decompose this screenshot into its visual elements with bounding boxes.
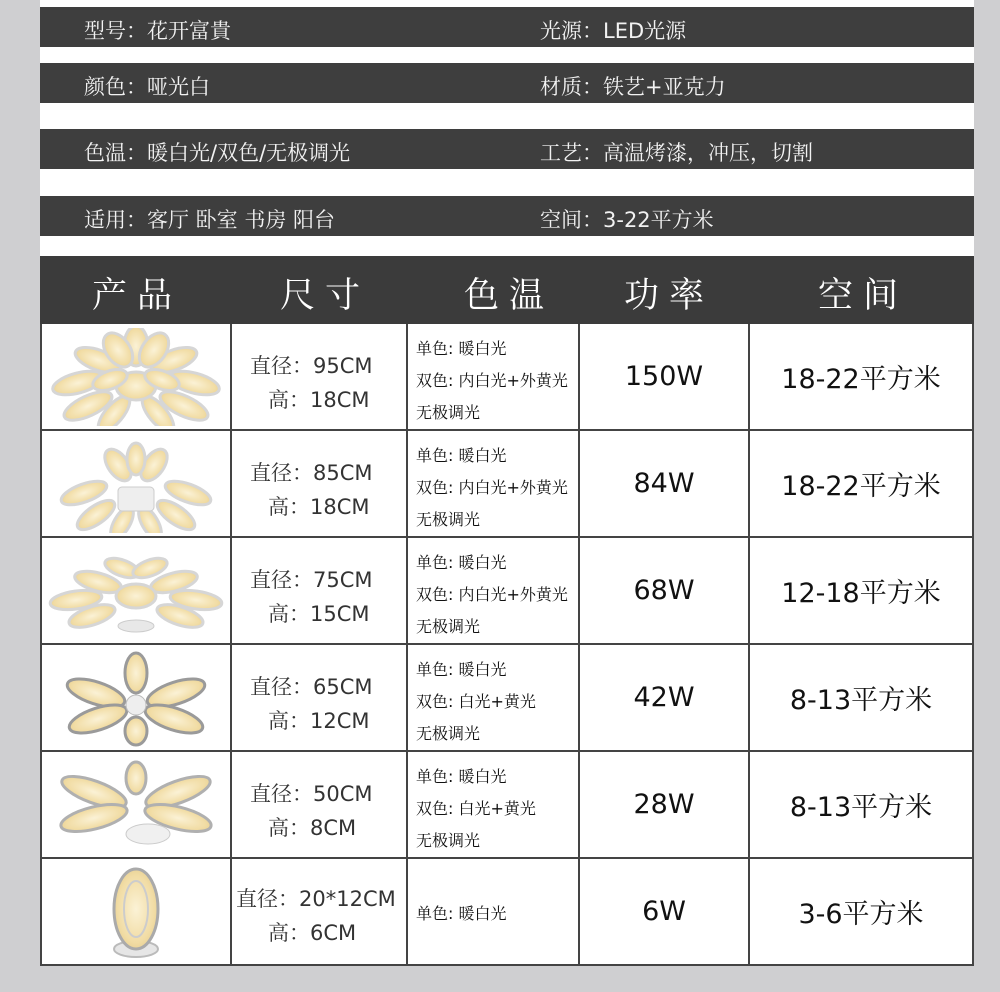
space-value: 18-22平方米: [781, 471, 941, 502]
ct-line: 无极调光: [416, 403, 481, 422]
header-color-temp: 色温: [464, 276, 555, 316]
space-value: 8-13平方米: [789, 685, 933, 716]
ct-line: 无极调光: [416, 831, 481, 850]
ct-line: 单色: 暖白光: [416, 767, 507, 786]
power-cell: [580, 859, 750, 964]
height: 高：15CM: [268, 602, 370, 626]
size-cell: [232, 752, 408, 857]
flower-lamp-image: [48, 328, 224, 426]
spec-light-source: 光源：LED光源: [540, 19, 687, 43]
ct-line: 双色: 内白光+外黄光: [416, 371, 568, 390]
color-temp-cell: [408, 324, 580, 429]
spec-color: 颜色：哑光白: [84, 75, 210, 99]
ct-line: 单色: 暖白光: [416, 339, 507, 358]
space-cell: [750, 431, 972, 536]
power-cell: [580, 645, 750, 750]
spec-model: 型号：花开富貴: [84, 19, 231, 43]
spec-material: 材质：铁艺+亚克力: [540, 75, 726, 99]
power-value: 6W: [642, 896, 686, 927]
spec-row-color: [40, 63, 974, 103]
color-temp-cell: [408, 538, 580, 643]
spec-process: 工艺：高温烤漆，冲压，切割: [540, 141, 813, 165]
power-value: 150W: [624, 361, 704, 392]
color-temp-cell: [408, 752, 580, 857]
space-value: 18-22平方米: [781, 364, 941, 395]
table-row: [40, 645, 974, 752]
product-image-cell: [42, 859, 232, 964]
color-temp-cell: [408, 859, 580, 964]
diameter: 直径：75CM: [250, 568, 373, 592]
spec-color-temp: 色温：暖白光/双色/无极调光: [84, 141, 351, 165]
ct-line: 单色: 暖白光: [416, 553, 507, 572]
spec-usage: 适用：客厅 卧室 书房 阳台: [84, 208, 336, 232]
spec-space: 空间：3-22平方米: [540, 208, 714, 232]
table-row: [40, 431, 974, 538]
space-cell: [750, 752, 972, 857]
space-value: 8-13平方米: [789, 792, 933, 823]
height: 高：18CM: [268, 388, 370, 412]
ct-line: 无极调光: [416, 724, 481, 743]
space-cell: [750, 324, 972, 429]
product-image-cell: [42, 324, 232, 429]
size-cell: [232, 324, 408, 429]
product-image-cell: [42, 538, 232, 643]
flower-lamp-image: [48, 542, 224, 640]
header-product: 产品: [92, 276, 183, 316]
diameter: 直径：95CM: [250, 354, 373, 378]
size-cell: [232, 538, 408, 643]
height: 高：8CM: [268, 816, 357, 840]
ct-line: 双色: 内白光+外黄光: [416, 585, 568, 604]
diameter: 直径：65CM: [250, 675, 373, 699]
product-image-cell: [42, 645, 232, 750]
power-value: 68W: [633, 575, 695, 606]
ct-line: 单色: 暖白光: [416, 446, 507, 465]
table-row: [40, 324, 974, 431]
spec-row-model: [40, 7, 974, 47]
table-row: [40, 859, 974, 966]
space-cell: [750, 538, 972, 643]
diameter: 直径：50CM: [250, 782, 373, 806]
height: 高：18CM: [268, 495, 370, 519]
color-temp-cell: [408, 431, 580, 536]
ct-line: 双色: 白光+黄光: [416, 692, 536, 711]
product-image-cell: [42, 752, 232, 857]
space-value: 3-6平方米: [798, 899, 924, 930]
space-cell: [750, 645, 972, 750]
spec-row-usage: [40, 196, 974, 236]
height: 高：6CM: [268, 921, 357, 945]
height: 高：12CM: [268, 709, 370, 733]
diameter: 直径：20*12CM: [236, 887, 396, 911]
flower-lamp-image: [48, 756, 224, 854]
wall-lamp-image: [48, 863, 224, 961]
ct-line: 双色: 内白光+外黄光: [416, 478, 568, 497]
spec-row-color-temp: [40, 129, 974, 169]
size-cell: [232, 859, 408, 964]
color-temp-cell: [408, 645, 580, 750]
power-cell: [580, 538, 750, 643]
table-row: [40, 538, 974, 645]
table-row: [40, 752, 974, 859]
ct-line: 无极调光: [416, 617, 481, 636]
header-size: 尺寸: [280, 276, 371, 316]
space-value: 12-18平方米: [781, 578, 941, 609]
header-space: 空间: [818, 276, 909, 316]
ct-line: 双色: 白光+黄光: [416, 799, 536, 818]
ct-line: 单色: 暖白光: [416, 904, 507, 923]
power-cell: [580, 752, 750, 857]
power-cell: [580, 431, 750, 536]
power-value: 28W: [633, 789, 695, 820]
space-cell: [750, 859, 972, 964]
size-cell: [232, 431, 408, 536]
flower-lamp-image: [48, 649, 224, 747]
ct-line: 单色: 暖白光: [416, 660, 507, 679]
size-cell: [232, 645, 408, 750]
power-cell: [580, 324, 750, 429]
product-image-cell: [42, 431, 232, 536]
diameter: 直径：85CM: [250, 461, 373, 485]
power-value: 42W: [633, 682, 695, 713]
table-header: [40, 256, 974, 324]
header-power: 功率: [624, 276, 715, 316]
flower-lamp-image: [48, 435, 224, 533]
ct-line: 无极调光: [416, 510, 481, 529]
power-value: 84W: [633, 468, 695, 499]
